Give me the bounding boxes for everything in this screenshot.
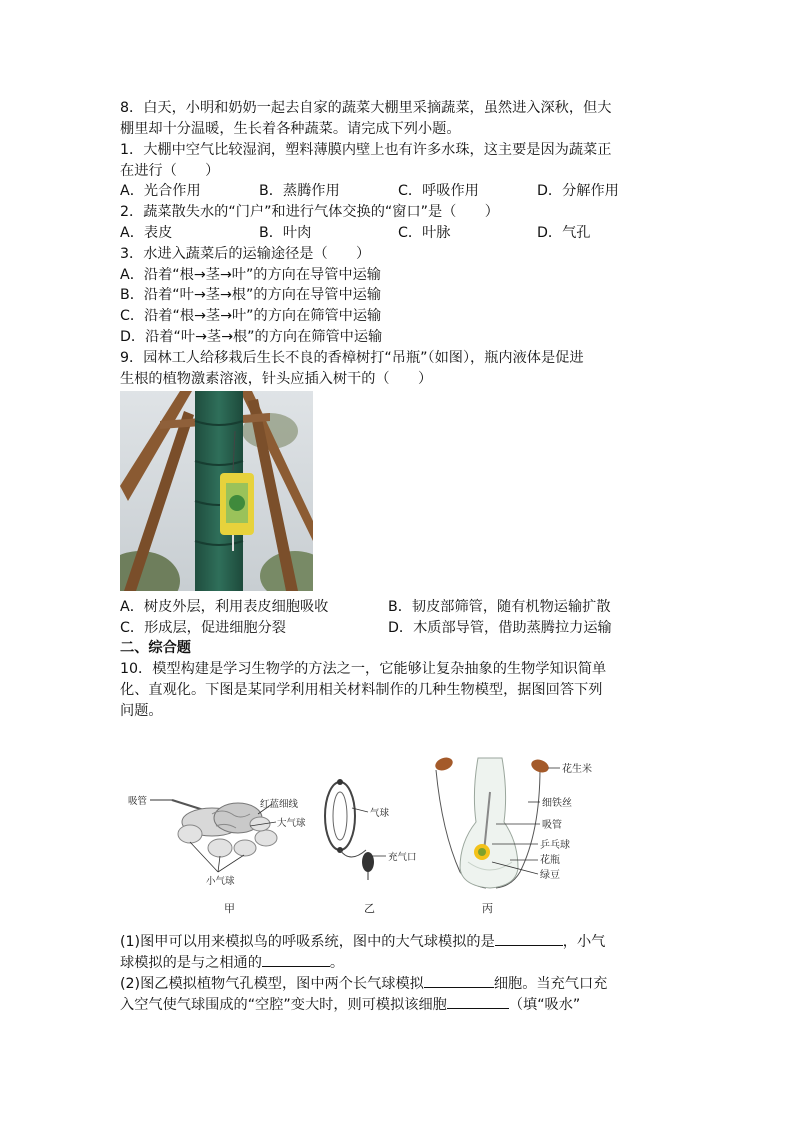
q8-sub1-option-d: D．分解作用 (537, 183, 619, 199)
label-mung-bean: 绿豆 (540, 870, 560, 881)
q8-sub3-option-b: B．沿着“叶→茎→根”的方向在导管中运输 (120, 287, 382, 303)
caption-jia: 甲 (224, 902, 235, 915)
label-wire: 细铁丝 (542, 798, 572, 809)
q8-sub2-stem: 2．蔬菜散失水的“门户”和进行气体交换的“窗口”是（ ） (120, 204, 499, 220)
q8-sub2-option-d: D．气孔 (537, 225, 591, 241)
label-peanut: 花生米 (562, 764, 592, 775)
q8-sub1-option-b: B．蒸腾作用 (259, 183, 340, 199)
q9-stem-line2: 生根的植物激素溶液，针头应插入树干的（ ） (120, 371, 433, 387)
answer-blank-3[interactable] (424, 973, 494, 988)
answer-blank-4[interactable] (447, 994, 509, 1009)
answer-blank-1[interactable] (495, 931, 563, 946)
q10-part2-line2 (120, 994, 580, 1015)
q10-part1-line2 (120, 952, 344, 973)
q10-part2-text-a: (2)图乙模拟植物气孔模型，图中两个长气球模拟 (120, 976, 424, 992)
q10-part1-text-a: (1)图甲可以用来模拟鸟的呼吸系统，图中的大气球模拟的是 (120, 934, 495, 950)
q8-sub3-stem: 3．水进入蔬菜后的运输途径是（ ） (120, 246, 371, 262)
label-straw-jia: 吸管 (128, 796, 148, 807)
q9-stem-line1: 9．园林工人给移栽后生长不良的香樟树打“吊瓶”（如图），瓶内液体是促进 (120, 350, 584, 366)
label-balloon-yi: 气球 (370, 808, 390, 819)
q10-stem-line2: 化、直观化。下图是某同学利用相关材料制作的几种生物模型，据图回答下列 (120, 682, 603, 698)
q8-sub1-option-a: A．光合作用 (120, 183, 201, 199)
biology-models-figure (120, 752, 640, 922)
q10-part1-text-d: 。 (329, 955, 345, 971)
q8-sub2-option-a: A．表皮 (120, 225, 173, 241)
q8-sub3-option-d: D．沿着“叶→茎→根”的方向在筛管中运输 (120, 329, 383, 345)
label-pingpong: 乒乓球 (540, 840, 570, 851)
q10-stem-line1: 10．模型构建是学习生物学的方法之一，它能够让复杂抽象的生物学知识简单 (120, 661, 607, 677)
q10-part1-text-c: 球模拟的是与之相通的 (120, 955, 262, 971)
label-big-balloon: 大气球 (277, 818, 306, 829)
answer-blank-2[interactable] (262, 952, 330, 967)
q10-part2-text-d: （填“吸水” (508, 997, 581, 1013)
q8-sub3-option-c: C．沿着“根→茎→叶”的方向在筛管中运输 (120, 308, 382, 324)
q10-part2-line1 (120, 973, 607, 994)
caption-bing: 丙 (482, 902, 493, 915)
q8-sub3-option-a: A．沿着“根→茎→叶”的方向在导管中运输 (120, 267, 381, 283)
q9-option-b: B．韧皮部筛管，随有机物运输扩散 (388, 599, 611, 615)
label-straw-bing: 吸管 (542, 820, 562, 831)
model-jia (128, 795, 306, 915)
q8-stem-line1: 8．白天，小明和奶奶一起去自家的蔬菜大棚里采摘蔬菜，虽然进入深秋，但大 (120, 100, 612, 116)
q9-option-a: A．树皮外层，利用表皮细胞吸收 (120, 599, 329, 615)
label-thread: 红蓝细线 (260, 799, 299, 810)
model-bing (433, 755, 592, 915)
label-inlet: 充气口 (388, 852, 417, 863)
q8-stem-line2: 棚里却十分温暖，生长着各种蔬菜。请完成下列小题。 (120, 121, 461, 137)
section-heading: 二、综合题 (120, 640, 191, 656)
q10-stem-line3: 问题。 (120, 703, 163, 719)
q8-sub1-option-c: C．呼吸作用 (398, 183, 479, 199)
label-small-balloon: 小气球 (206, 876, 235, 887)
q10-part1-text-b: ，小气 (562, 934, 606, 950)
q10-part2-text-b: 细胞。当充气口充 (493, 976, 608, 992)
q8-sub1-line2: 在进行（ ） (120, 163, 220, 179)
q8-sub2-option-c: C．叶脉 (398, 225, 451, 241)
tree-drip-bag-photo (120, 391, 313, 591)
q9-option-c: C．形成层，促进细胞分裂 (120, 620, 286, 636)
q8-sub1-line1: 1．大棚中空气比较湿润，塑料薄膜内壁上也有许多水珠，这主要是因为蔬菜正 (120, 142, 612, 158)
q10-part1-line1 (120, 931, 605, 952)
model-yi (325, 779, 417, 915)
q8-sub2-option-b: B．叶肉 (259, 225, 312, 241)
label-vase: 花瓶 (540, 855, 560, 866)
q9-option-d: D．木质部导管，借助蒸腾拉力运输 (388, 620, 612, 636)
caption-yi: 乙 (364, 902, 375, 915)
q10-part2-text-c: 入空气使气球围成的“空腔”变大时，则可模拟该细胞 (120, 997, 447, 1013)
